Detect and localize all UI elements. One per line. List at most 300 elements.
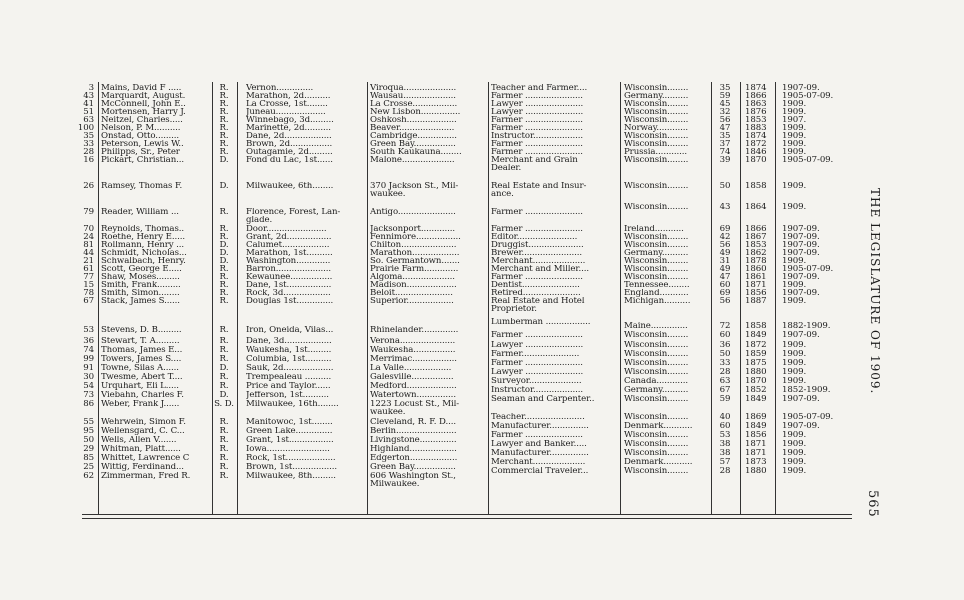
occupation-cell: Merchant.................... (491, 458, 586, 467)
year-came-to-state-cell: 1861 (745, 273, 767, 282)
post-office-cell: waukee. (370, 190, 406, 199)
birthplace-cell: Maine.............. (624, 322, 688, 331)
post-office-cell: 370 Jackson St., Mil- (370, 182, 459, 191)
party-cell: D. (219, 182, 229, 191)
occupation-cell: Real Estate and Hotel (491, 297, 585, 306)
party-cell: R. (219, 233, 229, 242)
birthplace-cell: Denmark........... (624, 422, 693, 431)
birthplace-cell: Wisconsin........ (624, 467, 689, 476)
district-number-cell: 81 (83, 241, 94, 250)
sessions-cell: 1909. (782, 431, 807, 440)
district-number-cell: 85 (83, 454, 94, 463)
post-office-cell: 606 Washington St., (370, 472, 456, 481)
occupation-cell: Commercial Traveler... (491, 467, 589, 476)
age-cell: 28 (719, 467, 731, 476)
post-office-cell: Beaver..................... (370, 124, 455, 133)
sessions-cell: 1909. (782, 182, 807, 191)
county-district-cell: Calumet.................. (246, 241, 330, 250)
county-district-cell: Rock, 1st................... (246, 454, 336, 463)
birthplace-cell: Wisconsin........ (624, 108, 689, 117)
age-cell: 45 (719, 100, 731, 109)
occupation-cell: Farmer ...................... (491, 116, 583, 125)
age-cell: 47 (719, 273, 731, 282)
member-name-cell: McConnell, John E.. (101, 100, 186, 109)
county-district-cell: Juneau................... (246, 108, 326, 117)
party-cell: D. (219, 364, 229, 373)
birthplace-cell: Wisconsin........ (624, 203, 689, 212)
county-district-cell: Dane, 2d.................. (246, 132, 332, 141)
sessions-cell: 1909. (782, 368, 807, 377)
occupation-cell: Lawyer and Banker..... (491, 440, 587, 449)
birthplace-cell: Wisconsin........ (624, 395, 689, 404)
birthplace-cell: Wisconsin........ (624, 140, 689, 149)
column-rule (711, 82, 712, 515)
post-office-cell: Antigo...................... (370, 208, 456, 217)
age-cell: 39 (719, 156, 731, 165)
year-came-to-state-cell: 1872 (745, 140, 767, 149)
year-came-to-state-cell: 1846 (745, 148, 767, 157)
age-cell: 59 (719, 395, 731, 404)
post-office-cell: Green Bay................ (370, 463, 456, 472)
sessions-cell: 1909. (782, 203, 807, 212)
county-district-cell: La Crosse, 1st........ (246, 100, 328, 109)
sessions-cell: 1909. (782, 350, 807, 359)
occupation-cell: Lumberman ................. (491, 318, 591, 327)
county-district-cell: Door....................... (246, 225, 327, 234)
year-came-to-state-cell: 1873 (745, 458, 767, 467)
county-district-cell: Iron, Oneida, Vilas... (246, 326, 334, 335)
district-number-cell: 67 (83, 297, 94, 306)
sessions-cell: 1909. (782, 108, 807, 117)
occupation-cell: ance. (491, 190, 514, 199)
birthplace-cell: Norway............ (624, 124, 688, 133)
age-cell: 56 (719, 297, 731, 306)
party-cell: R. (219, 124, 229, 133)
year-came-to-state-cell: 1871 (745, 449, 767, 458)
post-office-cell: Wausau.................... (370, 92, 456, 101)
age-cell: 59 (719, 92, 731, 101)
post-office-cell: Verona..................... (370, 337, 456, 346)
sessions-cell: 1905-07-09. (782, 92, 834, 101)
sessions-cell: 1909. (782, 281, 807, 290)
county-district-cell: Barron..................... (246, 265, 332, 274)
year-came-to-state-cell: 1869 (745, 413, 767, 422)
year-came-to-state-cell: 1874 (745, 84, 767, 93)
age-cell: 60 (719, 422, 731, 431)
party-cell: R. (219, 208, 229, 217)
post-office-cell: Green Bay................ (370, 140, 456, 149)
post-office-cell: Jacksonport............. (370, 225, 456, 234)
post-office-cell: Waukesha................ (370, 346, 456, 355)
year-came-to-state-cell: 1859 (745, 350, 767, 359)
occupation-cell: Merchant and Miller.... (491, 265, 589, 274)
year-came-to-state-cell: 1856 (745, 289, 767, 298)
party-cell: R. (219, 265, 229, 274)
district-number-cell: 62 (83, 472, 94, 481)
column-rule (620, 82, 621, 515)
age-cell: 38 (719, 449, 731, 458)
post-office-cell: Cleveland, R. F. D.... (370, 418, 457, 427)
party-cell: R. (219, 445, 229, 454)
age-cell: 28 (719, 368, 731, 377)
district-number-cell: 91 (83, 364, 94, 373)
occupation-cell: Lawyer ...................... (491, 341, 584, 350)
county-district-cell: Milwaukee, 8th......... (246, 472, 336, 481)
district-number-cell: 99 (83, 355, 94, 364)
member-name-cell: Whittet, Lawrence C (101, 454, 190, 463)
birthplace-cell: Wisconsin........ (624, 431, 689, 440)
party-cell: D. (219, 241, 229, 250)
party-cell: R. (219, 84, 229, 93)
birthplace-cell: Wisconsin........ (624, 84, 689, 93)
age-cell: 36 (719, 341, 731, 350)
age-cell: 57 (719, 458, 731, 467)
age-cell: 35 (719, 132, 731, 141)
sessions-cell: 1909. (782, 297, 807, 306)
party-cell: R. (219, 281, 229, 290)
member-name-cell: Wehrwein, Simon F. (101, 418, 186, 427)
year-came-to-state-cell: 1871 (745, 440, 767, 449)
age-cell: 37 (719, 140, 731, 149)
sessions-cell: 1905-07-09. (782, 413, 834, 422)
birthplace-cell: Wisconsin........ (624, 331, 689, 340)
party-cell: R. (219, 100, 229, 109)
year-came-to-state-cell: 1867 (745, 233, 767, 242)
party-cell: R. (219, 472, 229, 481)
member-name-cell: Peterson, Lewis W.. (101, 140, 184, 149)
county-district-cell: Marathon, 1st.......... (246, 249, 333, 258)
district-number-cell: 3 (88, 84, 94, 93)
age-cell: 60 (719, 281, 731, 290)
post-office-cell: Superior.................. (370, 297, 454, 306)
age-cell: 56 (719, 241, 731, 250)
birthplace-cell: Wisconsin........ (624, 182, 689, 191)
party-cell: R. (219, 108, 229, 117)
member-name-cell: Pickart, Christian... (101, 156, 185, 165)
sessions-cell: 1907-09. (782, 241, 820, 250)
birthplace-cell: Michigan.......... (624, 297, 691, 306)
member-name-cell: Mains, David F ..... (101, 84, 182, 93)
district-number-cell: 79 (83, 208, 94, 217)
county-district-cell: Winnebago, 3d......... (246, 116, 334, 125)
age-cell: 31 (719, 257, 731, 266)
sessions-cell: 1907-09. (782, 225, 820, 234)
member-name-cell: Towne, Silas A...... (101, 364, 179, 373)
birthplace-cell: Wisconsin........ (624, 413, 689, 422)
occupation-cell: Teacher and Farmer.... (491, 84, 588, 93)
district-number-cell: 61 (83, 265, 94, 274)
age-cell: 69 (719, 225, 731, 234)
occupation-cell: Dentist...................... (491, 281, 580, 290)
occupation-cell: Manufacturer............... (491, 449, 589, 458)
district-number-cell: 73 (83, 391, 94, 400)
member-name-cell: Roethe, Henry E..... (101, 233, 186, 242)
age-cell: 53 (719, 431, 731, 440)
year-came-to-state-cell: 1871 (745, 281, 767, 290)
county-district-cell: Grant, 1st................. (246, 436, 334, 445)
party-cell: D. (219, 257, 229, 266)
birthplace-cell: Ireland........... (624, 225, 684, 234)
occupation-cell: Farmer ...................... (491, 148, 583, 157)
county-district-cell: Marinette, 2d.......... (246, 124, 331, 133)
occupation-cell: Real Estate and Insur- (491, 182, 587, 191)
county-district-cell: Fond du Lac, 1st...... (246, 156, 333, 165)
district-number-cell: 28 (83, 148, 94, 157)
column-rule (367, 82, 368, 515)
birthplace-cell: Wisconsin........ (624, 100, 689, 109)
sessions-cell: 1909. (782, 458, 807, 467)
birthplace-cell: Wisconsin........ (624, 116, 689, 125)
party-cell: R. (219, 463, 229, 472)
district-number-cell: 74 (83, 346, 94, 355)
member-name-cell: Reynolds, Thomas.. (101, 225, 185, 234)
year-came-to-state-cell: 1860 (745, 265, 767, 274)
sessions-cell: 1907-09. (782, 331, 820, 340)
district-number-cell: 30 (83, 373, 94, 382)
birthplace-cell: Tennessee........ (624, 281, 690, 290)
member-name-cell: Zimmerman, Fred R. (101, 472, 191, 481)
county-district-cell: Trempealeau .......... (246, 373, 332, 382)
post-office-cell: Cambridge............... (370, 132, 457, 141)
birthplace-cell: Wisconsin........ (624, 241, 689, 250)
year-came-to-state-cell: 1858 (745, 182, 767, 191)
post-office-cell: Livingstone.............. (370, 436, 457, 445)
year-came-to-state-cell: 1864 (745, 203, 767, 212)
member-name-cell: Rollmann, Henry ... (101, 241, 185, 250)
district-number-cell: 63 (83, 116, 94, 125)
member-name-cell: Nelson, P. M.......... (101, 124, 181, 133)
post-office-cell: Watertown............... (370, 391, 456, 400)
age-cell: 33 (719, 359, 731, 368)
party-cell: R. (219, 373, 229, 382)
age-cell: 32 (719, 108, 731, 117)
sessions-cell: 1909. (782, 140, 807, 149)
party-cell: R. (219, 289, 229, 298)
post-office-cell: Malone.................... (370, 156, 455, 165)
year-came-to-state-cell: 1853 (745, 116, 767, 125)
member-name-cell: Shaw, Moses......... (101, 273, 180, 282)
occupation-cell: Retired...................... (491, 289, 581, 298)
member-name-cell: Scott, George E..... (101, 265, 182, 274)
year-came-to-state-cell: 1872 (745, 341, 767, 350)
birthplace-cell: Wisconsin........ (624, 341, 689, 350)
member-name-cell: Whitman, Platt...... (101, 445, 181, 454)
birthplace-cell: Germany.......... (624, 249, 689, 258)
birthplace-cell: Wisconsin........ (624, 273, 689, 282)
member-name-cell: Wells, Allen V....... (101, 436, 177, 445)
year-came-to-state-cell: 1849 (745, 395, 767, 404)
age-cell: 49 (719, 249, 731, 258)
county-district-cell: Price and Taylor...... (246, 382, 331, 391)
post-office-cell: Algoma.................... (370, 273, 455, 282)
party-cell: S. D. (214, 400, 234, 409)
district-number-cell: 86 (83, 400, 94, 409)
member-name-cell: Stack, James S...... (101, 297, 180, 306)
post-office-cell: Beloit...................... (370, 289, 453, 298)
district-number-cell: 55 (83, 418, 94, 427)
post-office-cell: Galesville................ (370, 373, 454, 382)
county-district-cell: glade. (246, 216, 273, 225)
district-number-cell: 35 (83, 132, 94, 141)
member-name-cell: Twesme, Abert T.... (101, 373, 183, 382)
member-name-cell: Weber, Frank J...... (101, 400, 180, 409)
member-name-cell: Smith, Simon........ (101, 289, 180, 298)
age-cell: 56 (719, 116, 731, 125)
sessions-cell: 1909. (782, 100, 807, 109)
county-district-cell: Outagamie, 2d......... (246, 148, 333, 157)
county-district-cell: Iowa........................ (246, 445, 330, 454)
member-name-cell: Wittig, Ferdinand... (101, 463, 184, 472)
district-number-cell: 100 (77, 124, 94, 133)
member-name-cell: Stewart, T. A......... (101, 337, 180, 346)
occupation-cell: Proprietor. (491, 305, 537, 314)
county-district-cell: Washington............. (246, 257, 331, 266)
year-came-to-state-cell: 1880 (745, 467, 767, 476)
occupation-cell: Farmer ...................... (491, 359, 583, 368)
district-number-cell: 50 (83, 436, 94, 445)
birthplace-cell: Wisconsin........ (624, 257, 689, 266)
member-name-cell: Marquardt, August. (101, 92, 186, 101)
county-district-cell: Brown, 2d................ (246, 140, 333, 149)
party-cell: R. (219, 92, 229, 101)
age-cell: 50 (719, 350, 731, 359)
occupation-cell: Merchant and Grain (491, 156, 578, 165)
occupation-cell: Editor....................... (491, 233, 578, 242)
sessions-cell: 1907-09. (782, 289, 820, 298)
county-district-cell: Kewaunee................ (246, 273, 333, 282)
year-came-to-state-cell: 1852 (745, 386, 767, 395)
age-cell: 35 (719, 84, 731, 93)
party-cell: R. (219, 427, 229, 436)
county-district-cell: Columbia, 1st.......... (246, 355, 332, 364)
column-rule (488, 82, 489, 515)
age-cell: 67 (719, 386, 731, 395)
occupation-cell: Instructor................... (491, 386, 584, 395)
sessions-cell: 1909. (782, 132, 807, 141)
bottom-rule (82, 518, 852, 519)
year-came-to-state-cell: 1849 (745, 331, 767, 340)
sessions-cell: 1852-1909. (782, 386, 831, 395)
sessions-cell: 1907-09. (782, 249, 820, 258)
age-cell: 42 (719, 233, 731, 242)
party-cell: R. (219, 140, 229, 149)
county-district-cell: Green Lake.............. (246, 427, 333, 436)
member-name-cell: Smith, Frank......... (101, 281, 181, 290)
age-cell: 69 (719, 289, 731, 298)
sessions-cell: 1909. (782, 359, 807, 368)
sessions-cell: 1905-07-09. (782, 156, 834, 165)
sessions-cell: 1909. (782, 124, 807, 133)
year-came-to-state-cell: 1866 (745, 225, 767, 234)
member-name-cell: Schmidt, Nicholas... (101, 249, 187, 258)
birthplace-cell: Wisconsin........ (624, 359, 689, 368)
age-cell: 72 (719, 322, 731, 331)
age-cell: 49 (719, 265, 731, 274)
post-office-cell: Rhinelander.............. (370, 326, 459, 335)
county-district-cell: Milwaukee, 6th........ (246, 182, 334, 191)
post-office-cell: Chilton..................... (370, 241, 457, 250)
year-came-to-state-cell: 1874 (745, 132, 767, 141)
post-office-cell: Oshkosh................... (370, 116, 457, 125)
county-district-cell: Manitowoc, 1st........ (246, 418, 333, 427)
occupation-cell: Dealer. (491, 164, 522, 173)
occupation-cell: Merchant.................... (491, 257, 586, 266)
age-cell: 38 (719, 440, 731, 449)
year-came-to-state-cell: 1863 (745, 100, 767, 109)
county-district-cell: Dane, 3d.................. (246, 337, 332, 346)
sessions-cell: 1907-09. (782, 422, 820, 431)
occupation-cell: Lawyer ...................... (491, 108, 584, 117)
post-office-cell: New Lisbon............... (370, 108, 461, 117)
sessions-cell: 1907. (782, 116, 807, 125)
sessions-cell: 1909. (782, 449, 807, 458)
sessions-cell: 1882-1909. (782, 322, 831, 331)
district-number-cell: 43 (83, 92, 94, 101)
post-office-cell: 1223 Locust St., Mil- (370, 400, 460, 409)
post-office-cell: So. Germantown....... (370, 257, 460, 266)
column-rule (740, 82, 741, 515)
party-cell: R. (219, 116, 229, 125)
birthplace-cell: Wisconsin........ (624, 449, 689, 458)
county-district-cell: Sauk, 2d................... (246, 364, 334, 373)
county-district-cell: Milwaukee, 16th........ (246, 400, 339, 409)
district-number-cell: 29 (83, 445, 94, 454)
district-number-cell: 44 (83, 249, 94, 258)
party-cell: R. (219, 297, 229, 306)
occupation-cell: Lawyer ...................... (491, 100, 584, 109)
occupation-cell: Farmer ...................... (491, 225, 583, 234)
party-cell: D. (219, 249, 229, 258)
post-office-cell: South Kaukauna........ (370, 148, 462, 157)
county-district-cell: Dane, 1st................. (246, 281, 332, 290)
occupation-cell: Seaman and Carpenter.. (491, 395, 595, 404)
county-district-cell: Marathon, 2d.......... (246, 92, 331, 101)
age-cell: 60 (719, 331, 731, 340)
sessions-cell: 1909. (782, 148, 807, 157)
year-came-to-state-cell: 1862 (745, 249, 767, 258)
sessions-cell: 1909. (782, 440, 807, 449)
year-came-to-state-cell: 1856 (745, 431, 767, 440)
occupation-cell: Farmer ...................... (491, 208, 583, 217)
county-district-cell: Vernon.............. (246, 84, 314, 93)
year-came-to-state-cell: 1849 (745, 422, 767, 431)
party-cell: D. (219, 391, 229, 400)
birthplace-cell: Wisconsin........ (624, 440, 689, 449)
sessions-cell: 1907-09. (782, 273, 820, 282)
sessions-cell: 1909. (782, 377, 807, 386)
party-cell: R. (219, 454, 229, 463)
county-district-cell: Grant, 2d................. (246, 233, 332, 242)
post-office-cell: Marathon.................. (370, 249, 460, 258)
member-name-cell: Stevens, D. B......... (101, 326, 182, 335)
age-cell: 40 (719, 413, 731, 422)
birthplace-cell: Wisconsin........ (624, 233, 689, 242)
sessions-cell: 1907-09. (782, 84, 820, 93)
district-number-cell: 77 (83, 273, 94, 282)
age-cell: 43 (719, 203, 731, 212)
post-office-cell: Viroqua.................... (370, 84, 457, 93)
column-rule (237, 82, 238, 515)
district-number-cell: 16 (83, 156, 94, 165)
occupation-cell: Farmer ...................... (491, 92, 583, 101)
post-office-cell: Milwaukee. (370, 480, 420, 489)
party-cell: R. (219, 225, 229, 234)
county-district-cell: Florence, Forest, Lan- (246, 208, 341, 217)
column-rule (775, 82, 776, 515)
birthplace-cell: Canada............ (624, 377, 688, 386)
county-district-cell: Jefferson, 1st.......... (246, 391, 329, 400)
sessions-cell: 1909. (782, 257, 807, 266)
